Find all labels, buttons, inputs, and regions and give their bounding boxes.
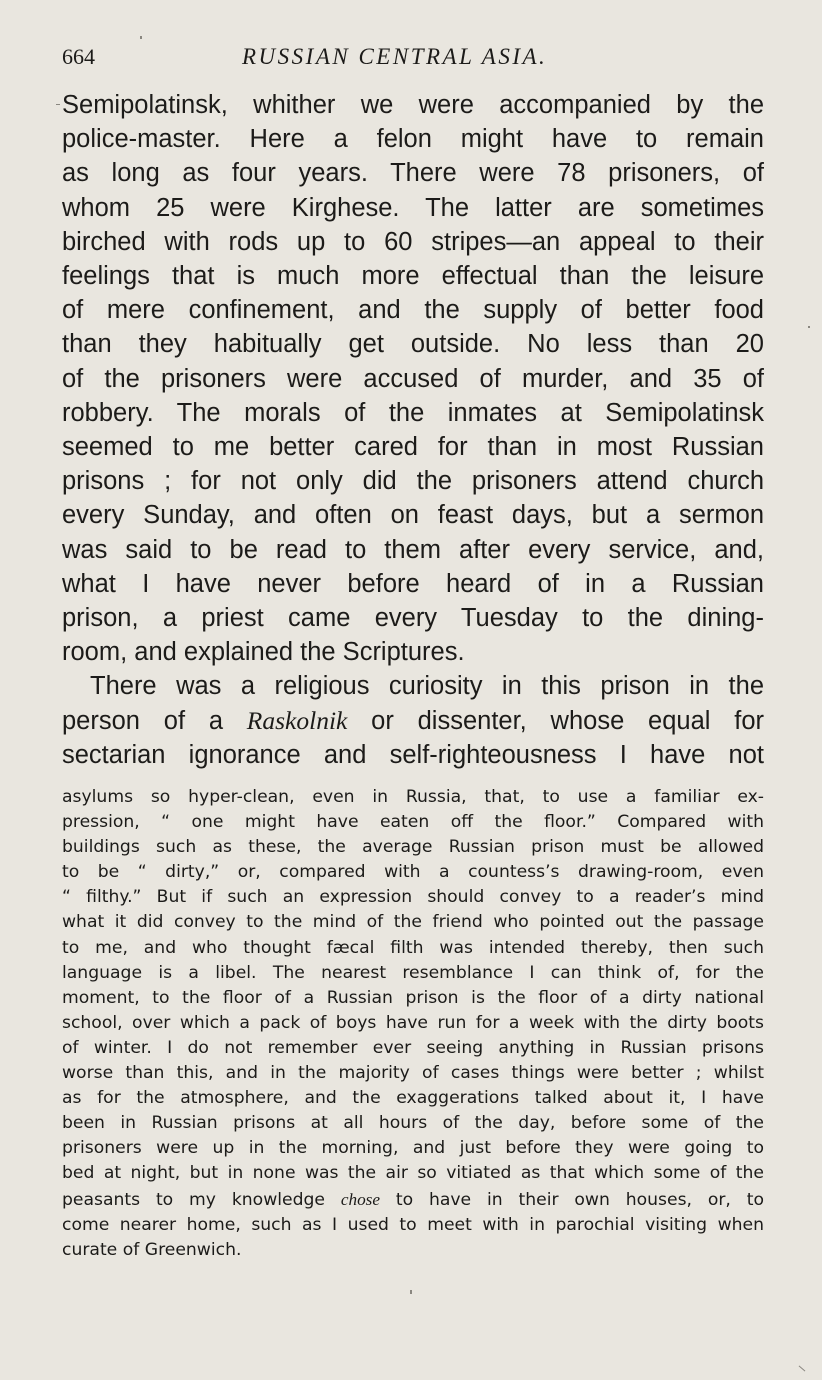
text-line: of the prisoners were accused of murder, and 35 of (62, 364, 764, 393)
footnote-line: school, over which a pack of boys have run for a week with the dirty boots (62, 1012, 764, 1033)
text-line: seemed to me better cared for than in most Russian (62, 433, 764, 462)
paragraph-2-line: sectarian ignorance and self-righteousness I have not (62, 740, 764, 769)
footnote-line: bed at night, but in none was the air so vitiated as that which some of the (62, 1163, 764, 1184)
text-line: what I have never before heard of in a Russian (62, 569, 764, 598)
footnote-line: what it did convey to the mind of the friend who pointed out the passage (62, 912, 764, 933)
text-line: robbery. The morals of the inmates at Semipolatinsk (62, 398, 764, 427)
line-segment: or dissenter, whose equal for (347, 706, 765, 735)
footnote-line: worse than this, and in the majority of cases things were better ; whilst (62, 1063, 764, 1084)
footnote-line: as for the atmosphere, and the exaggerations talked about it, I have (62, 1088, 764, 1109)
text-line: as long as four years. There were 78 prisoners, of (62, 159, 764, 188)
page-number: 664 (62, 44, 95, 69)
text-line: police-master. Here a felon might have to remain (62, 125, 764, 154)
footnote-line: buildings such as these, the average Russian prison must be allowed (62, 837, 764, 858)
footnote-line: asylums so hyper-clean, even in Russia, that, to use a familiar ex- (62, 787, 764, 807)
footnote-line: “ filthy.” But if such an expression should convey to a reader’s mind (62, 887, 764, 908)
line-segment: peasants to my knowledge (62, 1189, 341, 1210)
paper-speck (56, 104, 60, 105)
footnote-line (62, 1187, 764, 1213)
footnote-line: language is a libel. The nearest resemblance I can think of, for the (62, 962, 764, 983)
footnote-line: prisoners were up in the morning, and just before they were going to (62, 1138, 764, 1159)
text-line: feelings that is much more effectual than the leisure (62, 262, 764, 291)
italic-term: Raskolnik (246, 705, 348, 735)
paper-speck (808, 326, 810, 328)
footnote-line: to me, and who thought fæcal filth was intended thereby, then such (62, 937, 764, 958)
running-head: RUSSIAN CENTRAL ASIA. (242, 44, 548, 69)
text-line: than they habitually get outside. No less than 20 (62, 330, 764, 359)
paragraph-2-line: There was a religious curiosity in this prison in the (90, 672, 764, 701)
paper-speck (410, 1290, 412, 1294)
footnote-line: curate of Greenwich. (62, 1239, 242, 1260)
footnote-line: been in Russian prisons at all hours of the day, before some of the (62, 1113, 764, 1134)
footnote-line: pression, “ one might have eaten off the floor.” Compared with (62, 812, 764, 833)
footnote (62, 785, 764, 1263)
page-header (62, 44, 764, 78)
italic-term: chose (340, 1189, 380, 1209)
main-text (62, 88, 764, 772)
paper-speck (140, 36, 142, 39)
line-segment: to have in their own houses, or, to (380, 1189, 765, 1210)
footnote-line: to be “ dirty,” or, compared with a countess’s drawing-room, even (62, 862, 764, 883)
text-line: prison, a priest came every Tuesday to the dining- (62, 604, 764, 633)
text-line: every Sunday, and often on feast days, but a sermon (62, 501, 764, 530)
text-line: Semipolatinsk, whither we were accompanied by the (62, 91, 764, 119)
footnote-line: of winter. I do not remember ever seeing anything in Russian prisons (62, 1037, 764, 1058)
paragraph-2-line (62, 704, 764, 738)
line-segment: person of a (62, 706, 247, 735)
text-line: birched with rods up to 60 stripes—an appeal to their (62, 227, 764, 256)
footnote-line: come nearer home, such as I used to meet with in parochial visiting when (62, 1214, 764, 1235)
text-line: prisons ; for not only did the prisoners attend church (62, 467, 764, 496)
paper-speck (799, 1366, 806, 1372)
text-line: whom 25 were Kirghese. The latter are sometimes (62, 193, 764, 222)
text-line: of mere confinement, and the supply of better food (62, 296, 764, 325)
text-line: room, and explained the Scriptures. (62, 638, 465, 667)
footnote-line: moment, to the floor of a Russian prison is the floor of a dirty national (62, 987, 764, 1008)
text-line: was said to be read to them after every service, and, (62, 535, 764, 564)
